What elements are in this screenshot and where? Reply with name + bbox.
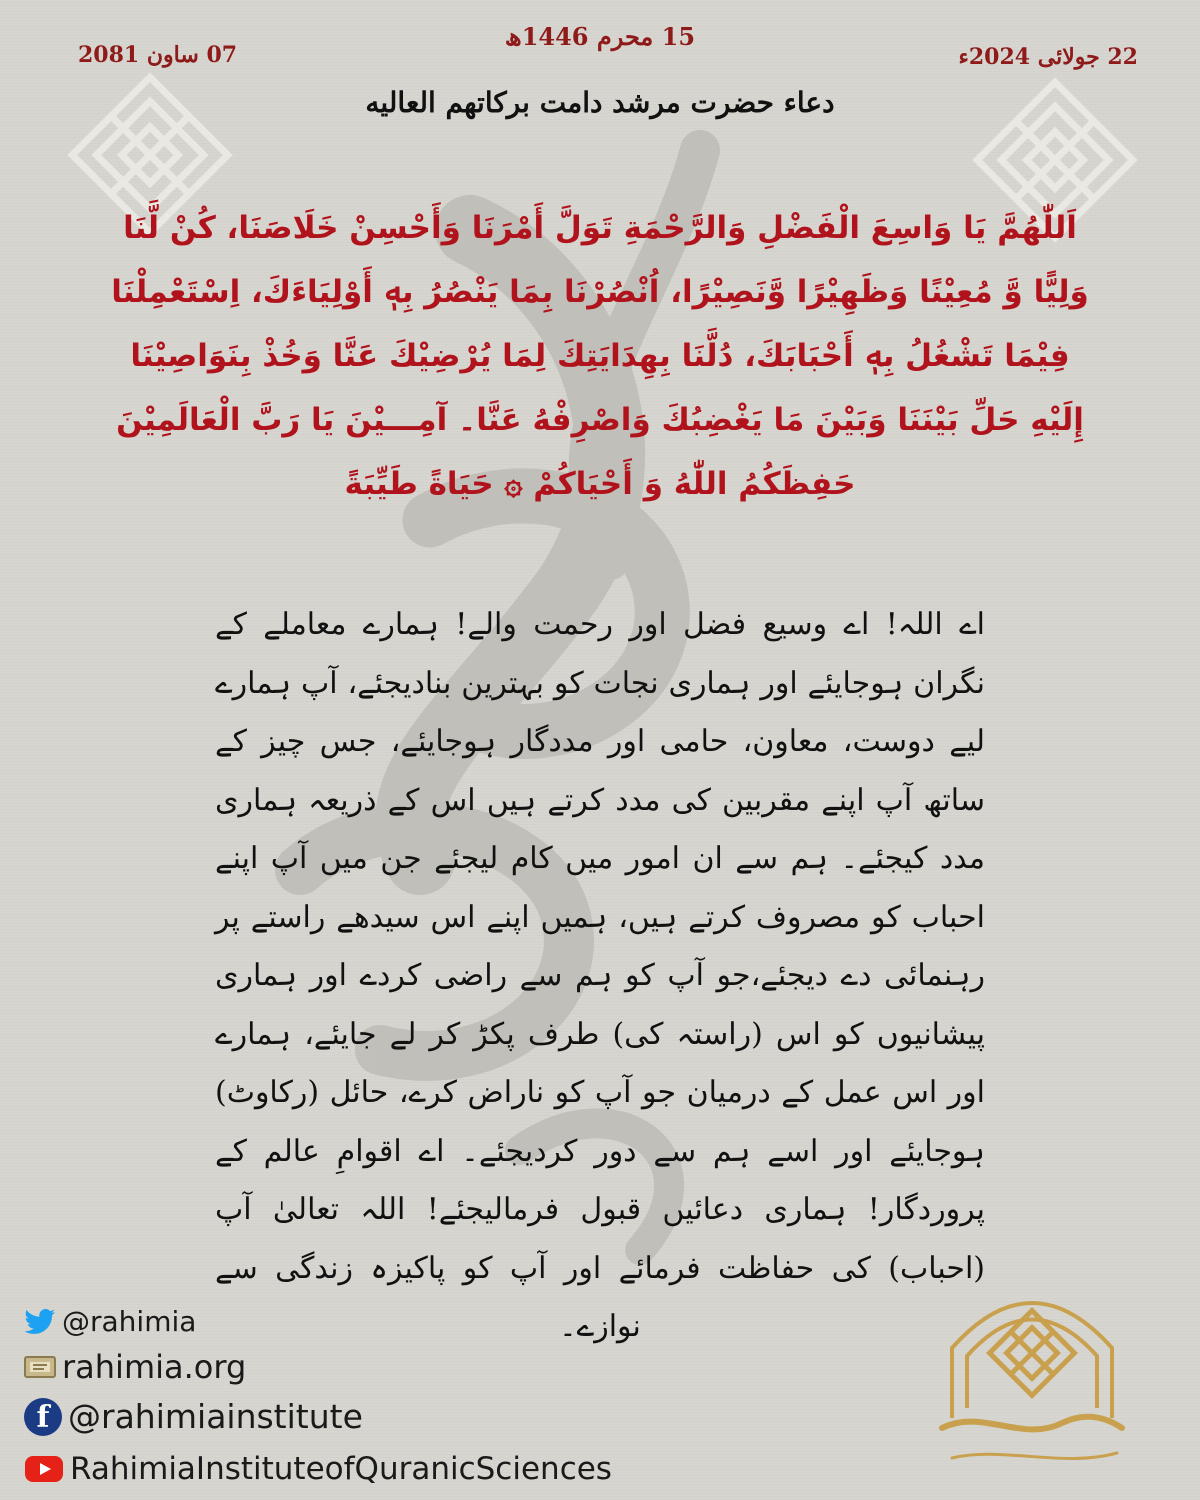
hijri-date: 15 محرم 1446ھ <box>504 22 696 51</box>
web-icon <box>24 1356 56 1378</box>
twitter-icon <box>24 1308 56 1336</box>
youtube-channel: RahimiaInstituteofQuranicSciences <box>70 1451 612 1487</box>
youtube-icon <box>24 1455 64 1483</box>
youtube-link[interactable] <box>24 1451 612 1487</box>
urdu-translation-text: اے اللہ! اے وسیع فضل اور رحمت والے! ہمارے معاملے کے نگران ہوجایئے اور ہماری نجات کو بہترین بنادیجئے، آپ ہمارے لیے دوست، معاون، حامی اور مددگار ہوجایئے، جس چیز کے ساتھ آپ اپنے مقربین کی مدد کرتے ہیں اس کے ذریعہ ہماری مدد کیجئے۔ ہم سے ان امور میں کام لیجئے جن میں آپ اپنے احباب کو مصروف کرتے ہیں، ہمیں اپنے اس سیدھے راستے پر رہنمائی دے دیجئے،جو آپ کو ہم سے راضی کردے اور ہماری پیشانیوں کو اس (راستہ کی) طرف پکڑ کر لے جایئے، ہمارے اور اس عمل کے درمیان جو آپ کو ناراض کرے، حائل (رکاوٹ) ہوجایئے اور اسے ہم سے دور کردیجئے۔ اے اقوامِ عالم کے پروردگار! ہماری دعائیں قبول فرمالیجئے! اللہ تعالیٰ آپ (احباب) کی حفاظت فرمائے اور آپ کو پاکیزہ زندگی سے نوازے۔ <box>215 607 985 1344</box>
twitter-link[interactable] <box>24 1305 196 1338</box>
website-url: rahimia.org <box>62 1348 247 1386</box>
page-title: دعاء حضرت مرشد دامت برکاتهم العالیه <box>365 86 835 119</box>
arabic-dua-text: اَللّٰهُمَّ يَا وَاسِعَ الْفَضْلِ وَالرَّحْمَةِ تَوَلَّ أَمْرَنَا وَأَحْسِنْ خَلَاصَنَا، كُنْ لَّنَا وَلِيًّا وَّ مُعِيْنًا وَظَهِيْرًا وَّنَصِيْرًا، اُنْصُرْنَا بِمَا يَنْصُرُ بِهٖ أَوْلِيَاءَكَ، اِسْتَعْمِلْنَا فِيْمَا تَشْغُلُ بِهٖ أَحْبَابَكَ، دُلَّنَا بِهِدَايَتِكَ لِمَا يُرْضِيْكَ عَنَّا وَخُذْ بِنَوَاصِيْنَا إِلَيْهِ حَلِّ بَيْنَنَا وَبَيْنَ مَا يَغْضِبُكَ وَاصْرِفْهُ عَنَّا۔ آمِـــيْنَ يَا رَبَّ الْعَالَمِيْنَ حَفِظَكُمُ اللّٰهُ وَ أَحْيَاكُمْ ۞ حَيَاةً طَيِّبَةً <box>111 210 1089 502</box>
gregorian-date: 22 جولائی 2024ء <box>958 44 1138 70</box>
facebook-link[interactable] <box>24 1397 363 1436</box>
twitter-handle: @rahimia <box>62 1305 197 1338</box>
facebook-icon: f <box>24 1398 62 1436</box>
website-link[interactable] <box>24 1348 246 1386</box>
facebook-handle: @rahimiainstitute <box>68 1397 363 1436</box>
bikrami-date: 07 ساون 2081 <box>78 42 238 68</box>
rahimia-logo <box>912 1268 1152 1478</box>
